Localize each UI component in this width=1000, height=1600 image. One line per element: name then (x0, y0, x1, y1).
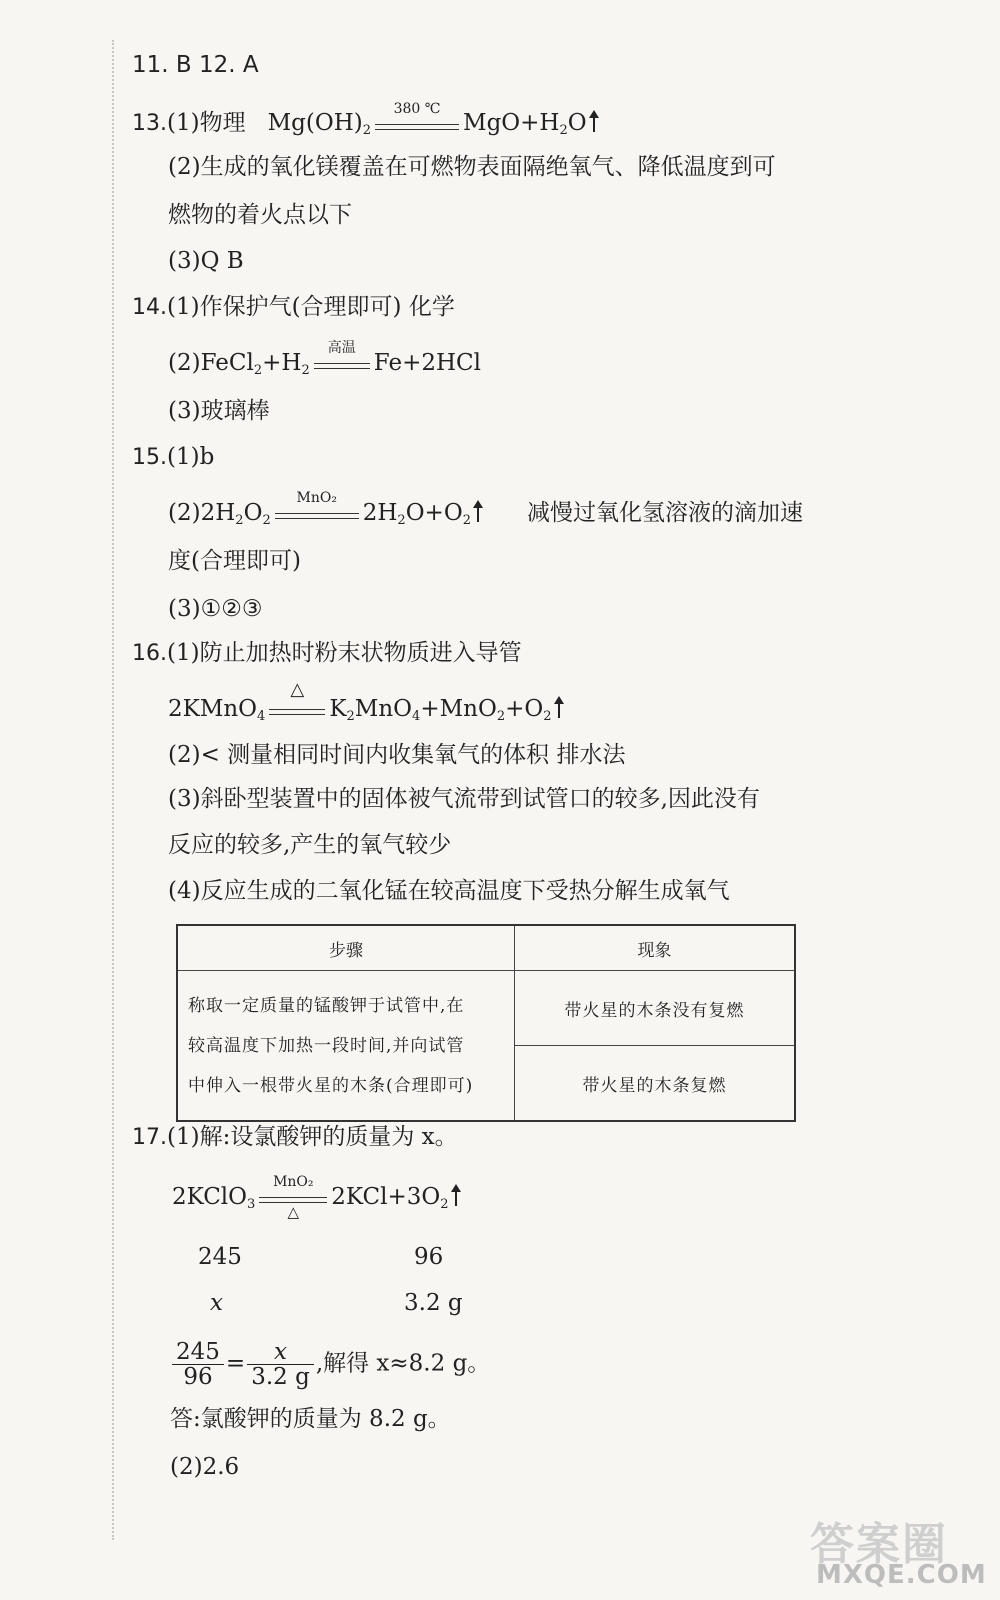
q13-number: 13. (132, 111, 167, 136)
margin-rule (112, 40, 114, 1540)
q15-line1: 15.(1)b (132, 444, 215, 470)
q13-p3: (3)Q B (168, 248, 244, 274)
gas-arrow-icon (473, 500, 483, 522)
q15-p3: (3)①②③ (168, 596, 263, 622)
fraction-2: $\frac{x}{3.2 g}$ (247, 1340, 314, 1389)
fraction-1: $\frac{245}{96}$ (172, 1340, 224, 1389)
q17-var-right: 3.2 g (404, 1290, 463, 1316)
q17-mass-right: 96 (414, 1244, 444, 1270)
experiment-table (176, 924, 796, 1122)
gas-arrow-icon (589, 110, 599, 132)
q13-line1: 13.(1)物理 $Mg(OH)_2$ 380 ℃ $MgO+H_2O$ (132, 108, 599, 139)
q17-proportion: $\frac{245}{96}$ = $\frac{x}{3.2 g}$ ,解得 x≈8.2 g。 (170, 1340, 490, 1389)
table-header-step: 步骤 (177, 925, 515, 971)
q16-p2: (2)< 测量相同时间内收集氧气的体积 排水法 (168, 742, 626, 768)
q13-eq-left: Mg(OH) (267, 110, 363, 136)
q13-p1-label: (1)物理 (167, 110, 246, 136)
q16-equation: 2KMnO$_4$ △ $K_2MnO_4+MnO_2+O_2$ (168, 694, 564, 724)
q14-p2: $(2)FeCl_2+H_2$ 高温 Fe+2HCl (168, 340, 482, 378)
q17-reaction-condition: MnO₂ △ (257, 1182, 329, 1212)
q13-reaction-condition: 380 ℃ (373, 109, 461, 139)
q15-p2-line2: 度(合理即可) (168, 548, 301, 574)
q16-line1: 16.(1)防止加热时粉末状物质进入导管 (132, 640, 522, 666)
q14-reaction-condition: 高温 (312, 348, 372, 378)
q16-p3-line1: (3)斜卧型装置中的固体被气流带到试管口的较多,因此没有 (168, 786, 760, 812)
q17-p2: (2)2.6 (170, 1454, 240, 1480)
q14-p3: (3)玻璃棒 (168, 398, 270, 424)
answer-11-12: 11. B 12. A (132, 52, 259, 78)
q16-reaction-condition: △ (267, 694, 327, 724)
q15-p2: $(2)2H_2O_2$ MnO₂ $2H_2O+O_2$ 减慢过氧化氢溶液的滴加速 (168, 490, 803, 528)
table-phenomenon-1: 带火星的木条没有复燃 (515, 971, 796, 1046)
q17-equation: 2KClO$_3$ MnO₂ △ $2KCl+3O_2$ (172, 1182, 461, 1212)
q17-answer: 答:氯酸钾的质量为 8.2 g。 (170, 1406, 451, 1432)
q14-line1: 14.(1)作保护气(合理即可) 化学 (132, 294, 455, 320)
q15-reaction-condition: MnO₂ (273, 498, 361, 528)
gas-arrow-icon (554, 696, 564, 718)
q13-p2-line1: (2)生成的氧化镁覆盖在可燃物表面隔绝氧气、降低温度到可 (168, 154, 776, 180)
q16-p4: (4)反应生成的二氧化锰在较高温度下受热分解生成氧气 (168, 878, 730, 904)
table-header-phenomenon: 现象 (515, 925, 796, 971)
q13-p2-line2: 燃物的着火点以下 (168, 202, 352, 228)
gas-arrow-icon (451, 1184, 461, 1206)
table-phenomenon-2: 带火星的木条复燃 (515, 1046, 796, 1122)
q17-var-left: x (210, 1290, 223, 1316)
q17-line1: 17.(1)解:设氯酸钾的质量为 x。 (132, 1124, 458, 1150)
table-step-cell: 称取一定质量的锰酸钾于试管中,在 较高温度下加热一段时间,并向试管 中伸入一根带火星的木条(合理即可) (177, 971, 515, 1122)
site-watermark: 答案圈 MXQE.COM (810, 1519, 987, 1590)
q17-mass-left: 245 (198, 1244, 242, 1270)
q16-p3-line2: 反应的较多,产生的氧气较少 (168, 832, 452, 858)
